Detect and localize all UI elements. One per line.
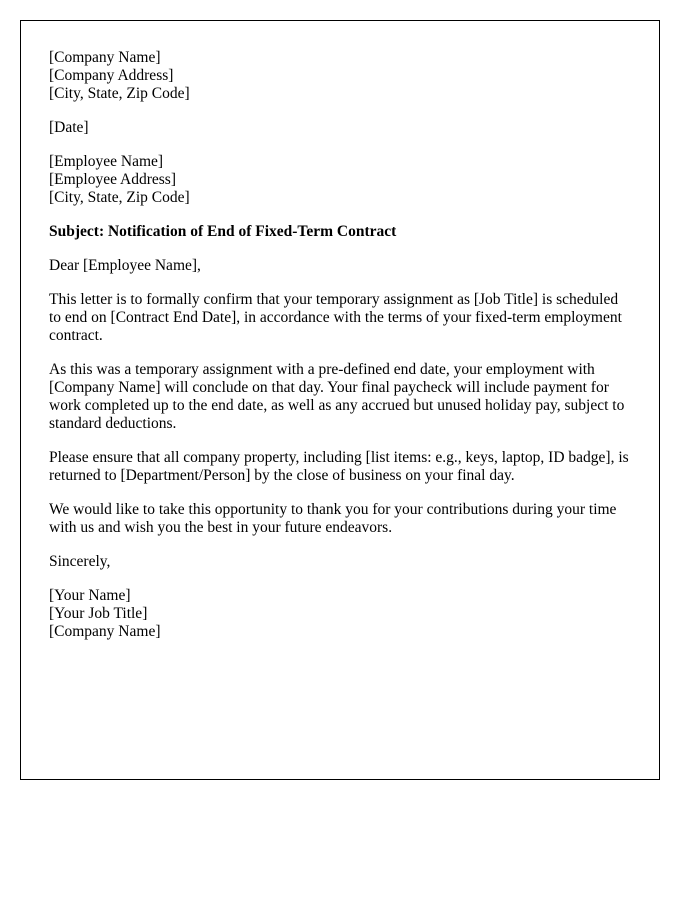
recipient-address-block [49, 153, 631, 207]
sender-company-name: [Company Name] [49, 49, 161, 66]
signature-block [49, 587, 631, 641]
recipient-employee-name: [Employee Name] [49, 153, 164, 170]
body-paragraph-3: Please ensure that all company property, including [list items: e.g., keys, laptop, ID badge], is returned to [Department/Person] by the close of business on your final day. [49, 449, 629, 484]
signature-your-name: [Your Name] [49, 587, 131, 604]
sender-company-address: [Company Address] [49, 67, 174, 84]
subject-line: Subject: Notification of End of Fixed-Term Contract [49, 223, 397, 240]
letter-page [20, 20, 660, 780]
date-block [49, 119, 631, 137]
recipient-employee-address: [Employee Address] [49, 171, 176, 188]
sender-address-block [49, 49, 631, 103]
closing: Sincerely, [49, 553, 111, 570]
letter-date: [Date] [49, 119, 89, 136]
sender-city-state-zip: [City, State, Zip Code] [49, 85, 190, 102]
body-paragraph-4: We would like to take this opportunity to thank you for your contributions during your time with us and wish you the best in your future endeavors. [49, 501, 617, 536]
signature-job-title: [Your Job Title] [49, 605, 148, 622]
body-paragraph-2: As this was a temporary assignment with a pre-defined end date, your employment with [Company Name] will conclude on that day. Your final paycheck will include payment for work completed up to the end date, as well as any accrued but unused holiday pay, subject to standard deductions. [49, 361, 625, 432]
recipient-city-state-zip: [City, State, Zip Code] [49, 189, 190, 206]
salutation: Dear [Employee Name], [49, 257, 201, 274]
body-paragraph-1: This letter is to formally confirm that your temporary assignment as [Job Title] is scheduled to end on [Contract End Date], in accordance with the terms of your fixed-term employment contract. [49, 291, 622, 344]
signature-company-name: [Company Name] [49, 623, 161, 640]
